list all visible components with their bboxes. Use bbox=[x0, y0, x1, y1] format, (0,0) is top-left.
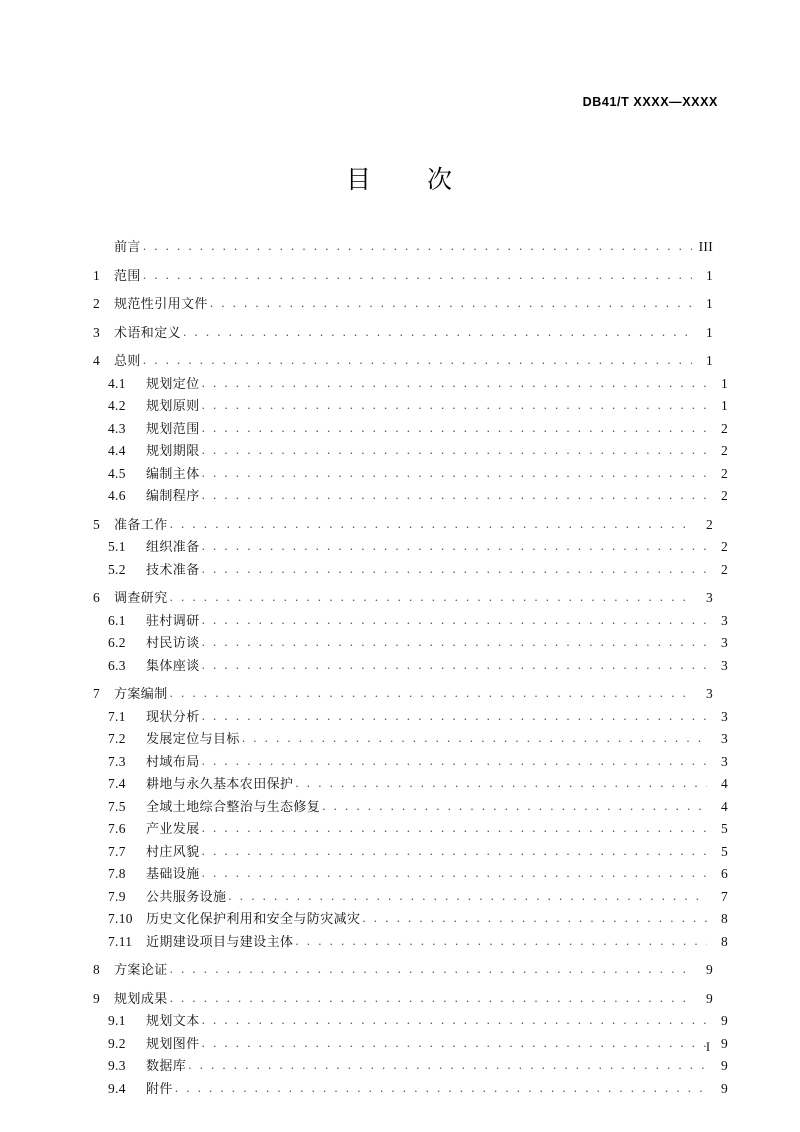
toc-dot-leader bbox=[170, 590, 692, 603]
toc-dot-leader bbox=[183, 325, 692, 338]
toc-entry-page-number: 7 bbox=[720, 888, 728, 904]
toc-dot-leader bbox=[143, 268, 692, 281]
toc-entry-label: 发展定位与目标 bbox=[146, 732, 240, 747]
toc-entry-label: 技术准备 bbox=[146, 562, 200, 578]
toc-entry-label: 总则 bbox=[114, 354, 141, 369]
toc-entry[interactable] bbox=[93, 444, 728, 467]
toc-entry-number: 7.6 bbox=[108, 821, 126, 836]
toc-entry-page-number: 3 bbox=[720, 731, 728, 746]
toc-entry-number: 7.1 bbox=[108, 708, 126, 724]
toc-entry[interactable] bbox=[93, 240, 713, 263]
toc-entry-label: 方案论证 bbox=[114, 963, 168, 978]
toc-entry-label: 村庄风貌 bbox=[146, 844, 200, 860]
toc-entry-page-number: 2 bbox=[720, 443, 728, 458]
toc-entry[interactable] bbox=[93, 326, 713, 349]
toc-entry-number: 6.2 bbox=[108, 635, 126, 650]
toc-entry-number: 9.3 bbox=[108, 1058, 126, 1073]
toc-entry-page-number: 6 bbox=[720, 866, 728, 881]
toc-entry-page-number: 1 bbox=[705, 353, 713, 368]
toc-entry-label: 规划成果 bbox=[114, 991, 168, 1007]
toc-dot-leader bbox=[143, 239, 692, 252]
toc-entry[interactable] bbox=[93, 354, 713, 377]
toc-entry[interactable] bbox=[93, 540, 728, 563]
toc-entry-number: 6 bbox=[93, 590, 101, 605]
toc-entry-label: 驻村调研 bbox=[146, 613, 200, 629]
toc-entry-page-number: 3 bbox=[720, 612, 728, 628]
toc-entry[interactable] bbox=[93, 591, 713, 614]
toc-entry-label: 规划期限 bbox=[146, 444, 200, 459]
toc-entry-number: 4.5 bbox=[108, 465, 126, 481]
toc-dot-leader bbox=[295, 934, 707, 947]
toc-entry-page-number: 1 bbox=[705, 324, 713, 340]
toc-entry-number: 7.2 bbox=[108, 731, 126, 746]
toc-entry-page-number: 4 bbox=[720, 798, 728, 814]
toc-entry-page-number: 8 bbox=[720, 933, 728, 949]
toc-entry[interactable] bbox=[93, 489, 728, 512]
toc-dot-leader bbox=[202, 376, 707, 389]
toc-dot-leader bbox=[202, 635, 707, 648]
page-title: 目 次 bbox=[345, 167, 454, 194]
footer-page-number: I bbox=[705, 1040, 710, 1054]
toc-entry[interactable] bbox=[93, 377, 728, 400]
toc-dot-leader bbox=[170, 686, 692, 699]
toc-entry-number: 4.1 bbox=[108, 375, 126, 391]
toc-entry-label: 基础设施 bbox=[146, 867, 200, 882]
toc-entry[interactable] bbox=[93, 614, 728, 637]
toc-entry-label: 产业发展 bbox=[146, 822, 200, 837]
toc-dot-leader bbox=[202, 421, 707, 434]
toc-dot-leader bbox=[202, 844, 707, 857]
toc-dot-leader bbox=[170, 517, 692, 530]
toc-entry-label: 集体座谈 bbox=[146, 658, 200, 674]
toc-entry[interactable] bbox=[93, 890, 728, 913]
toc-entry-number: 4.6 bbox=[108, 488, 126, 503]
toc-dot-leader bbox=[202, 443, 707, 456]
toc-entry-label: 准备工作 bbox=[114, 517, 168, 533]
toc-dot-leader bbox=[295, 776, 707, 789]
toc-entry[interactable] bbox=[93, 518, 713, 541]
toc-dot-leader bbox=[202, 709, 707, 722]
toc-entry-page-number: 9 bbox=[720, 1035, 728, 1051]
toc-entry-label: 编制主体 bbox=[146, 466, 200, 482]
toc-entry-page-number: 1 bbox=[720, 375, 728, 391]
toc-dot-leader bbox=[143, 353, 692, 366]
toc-entry[interactable] bbox=[93, 777, 728, 800]
toc-entry-number: 7.7 bbox=[108, 843, 126, 859]
toc-entry-label: 术语和定义 bbox=[114, 325, 182, 341]
toc-dot-leader bbox=[170, 962, 692, 975]
toc-entry[interactable] bbox=[93, 963, 713, 986]
toc-entry-number: 5.1 bbox=[108, 539, 126, 554]
toc-entry-label: 前言 bbox=[114, 240, 141, 255]
toc-entry[interactable] bbox=[93, 563, 728, 586]
toc-entry-page-number: 5 bbox=[720, 843, 728, 859]
toc-entry-page-number: 9 bbox=[720, 1058, 728, 1073]
toc-dot-leader bbox=[202, 539, 707, 552]
toc-entry-number: 7.10 bbox=[108, 911, 133, 926]
toc-entry-number: 9.2 bbox=[108, 1035, 126, 1051]
toc-entry-number: 2 bbox=[93, 296, 101, 311]
toc-entry[interactable] bbox=[93, 297, 713, 320]
toc-entry[interactable] bbox=[93, 800, 728, 823]
table-of-contents bbox=[93, 239, 728, 1104]
toc-entry-page-number: 1 bbox=[705, 296, 713, 311]
toc-entry[interactable] bbox=[93, 399, 728, 422]
toc-dot-leader bbox=[175, 1081, 707, 1094]
toc-entry[interactable] bbox=[93, 935, 728, 958]
toc-entry-number: 5 bbox=[93, 516, 101, 532]
toc-entry[interactable] bbox=[93, 912, 728, 935]
toc-dot-leader bbox=[242, 731, 707, 744]
toc-entry[interactable] bbox=[93, 1082, 728, 1105]
toc-entry-number: 4.3 bbox=[108, 420, 126, 436]
toc-entry[interactable] bbox=[93, 636, 728, 659]
toc-entry-number: 5.2 bbox=[108, 561, 126, 577]
toc-entry-number: 7.8 bbox=[108, 866, 126, 881]
toc-entry-page-number: 2 bbox=[720, 488, 728, 503]
toc-entry-label: 数据库 bbox=[146, 1059, 187, 1074]
toc-entry-number: 7.3 bbox=[108, 753, 126, 769]
toc-entry-page-number: 1 bbox=[720, 398, 728, 413]
toc-entry-label: 规划图件 bbox=[146, 1036, 200, 1052]
toc-entry-label: 编制程序 bbox=[146, 489, 200, 504]
toc-entry-label: 规范性引用文件 bbox=[114, 297, 208, 312]
toc-entry-label: 全域土地综合整治与生态修复 bbox=[146, 799, 321, 815]
toc-entry-page-number: 3 bbox=[705, 590, 713, 605]
toc-dot-leader bbox=[202, 1013, 707, 1026]
toc-entry-number: 9 bbox=[93, 990, 101, 1006]
toc-entry-number: 4 bbox=[93, 353, 101, 368]
toc-entry-number: 6.1 bbox=[108, 612, 126, 628]
toc-entry-page-number: 2 bbox=[720, 561, 728, 577]
toc-entry[interactable] bbox=[93, 710, 728, 733]
toc-dot-leader bbox=[228, 889, 707, 902]
toc-entry-label: 规划文本 bbox=[146, 1014, 200, 1029]
toc-entry-label: 规划范围 bbox=[146, 421, 200, 437]
toc-entry-label: 公共服务设施 bbox=[146, 889, 227, 905]
toc-entry[interactable] bbox=[93, 732, 728, 755]
toc-entry-number: 9.4 bbox=[108, 1080, 126, 1096]
toc-entry-number: 3 bbox=[93, 324, 101, 340]
toc-entry-label: 调查研究 bbox=[114, 591, 168, 606]
toc-entry-label: 村域布局 bbox=[146, 754, 200, 770]
toc-entry-page-number: 4 bbox=[720, 776, 728, 791]
toc-entry-page-number: 3 bbox=[720, 753, 728, 769]
toc-entry-number: 4.2 bbox=[108, 398, 126, 413]
toc-dot-leader bbox=[170, 991, 692, 1004]
toc-entry-number: 9.1 bbox=[108, 1013, 126, 1028]
toc-entry-page-number: 2 bbox=[720, 420, 728, 436]
toc-entry-page-number: 3 bbox=[720, 657, 728, 673]
toc-entry-label: 历史文化保护利用和安全与防灾减灾 bbox=[146, 912, 361, 927]
toc-dot-leader bbox=[202, 821, 707, 834]
toc-entry-page-number: 9 bbox=[720, 1080, 728, 1096]
toc-entry[interactable] bbox=[93, 992, 713, 1015]
toc-dot-leader bbox=[362, 911, 707, 924]
toc-entry-number: 7.5 bbox=[108, 798, 126, 814]
toc-entry-page-number: 9 bbox=[705, 962, 713, 977]
toc-entry-label: 耕地与永久基本农田保护 bbox=[146, 777, 294, 792]
toc-entry[interactable] bbox=[93, 422, 728, 445]
toc-entry-label: 现状分析 bbox=[146, 709, 200, 725]
toc-entry[interactable] bbox=[93, 755, 728, 778]
toc-dot-leader bbox=[202, 466, 707, 479]
toc-entry-label: 附件 bbox=[146, 1081, 173, 1097]
toc-dot-leader bbox=[202, 488, 707, 501]
toc-entry-page-number: 5 bbox=[720, 821, 728, 836]
toc-entry-label: 组织准备 bbox=[146, 540, 200, 555]
toc-dot-leader bbox=[322, 799, 707, 812]
toc-entry-page-number: III bbox=[698, 239, 713, 254]
toc-dot-leader bbox=[210, 296, 692, 309]
toc-entry-page-number: 3 bbox=[705, 686, 713, 701]
toc-entry[interactable] bbox=[93, 1059, 728, 1082]
toc-entry-label: 规划原则 bbox=[146, 399, 200, 414]
toc-entry-label: 范围 bbox=[114, 268, 141, 284]
toc-entry-page-number: 3 bbox=[720, 708, 728, 724]
toc-entry-number: 7.11 bbox=[108, 933, 133, 949]
toc-entry-page-number: 3 bbox=[720, 635, 728, 650]
toc-entry-label: 近期建设项目与建设主体 bbox=[146, 934, 294, 950]
toc-dot-leader bbox=[202, 754, 707, 767]
toc-dot-leader bbox=[202, 658, 707, 671]
toc-entry[interactable] bbox=[93, 467, 728, 490]
toc-entry-number: 7 bbox=[93, 686, 101, 701]
toc-dot-leader bbox=[202, 866, 707, 879]
toc-dot-leader bbox=[202, 398, 707, 411]
standard-code-header: DB41/T XXXX—XXXX bbox=[582, 95, 718, 109]
toc-entry[interactable] bbox=[93, 1014, 728, 1037]
toc-entry[interactable] bbox=[93, 822, 728, 845]
toc-entry[interactable] bbox=[93, 867, 728, 890]
toc-entry-page-number: 2 bbox=[705, 516, 713, 532]
toc-entry-label: 村民访谈 bbox=[146, 636, 200, 651]
toc-entry-number: 7.9 bbox=[108, 888, 126, 904]
toc-entry-number: 8 bbox=[93, 962, 101, 977]
toc-entry-page-number: 2 bbox=[720, 539, 728, 554]
toc-entry[interactable] bbox=[93, 269, 713, 292]
toc-dot-leader bbox=[202, 562, 707, 575]
toc-entry-page-number: 2 bbox=[720, 465, 728, 481]
toc-entry-label: 方案编制 bbox=[114, 687, 168, 702]
toc-entry-number: 7.4 bbox=[108, 776, 126, 791]
toc-entry[interactable] bbox=[93, 659, 728, 682]
toc-entry-number: 6.3 bbox=[108, 657, 126, 673]
toc-entry-page-number: 8 bbox=[720, 911, 728, 926]
toc-entry-number: 4.4 bbox=[108, 443, 126, 458]
toc-entry-page-number: 9 bbox=[720, 1013, 728, 1028]
toc-entry-number: 1 bbox=[93, 267, 101, 283]
toc-dot-leader bbox=[202, 613, 707, 626]
toc-entry[interactable] bbox=[93, 687, 713, 710]
toc-dot-leader bbox=[188, 1058, 707, 1071]
toc-entry[interactable] bbox=[93, 845, 728, 868]
toc-entry-page-number: 1 bbox=[705, 267, 713, 283]
toc-entry-label: 规划定位 bbox=[146, 376, 200, 392]
toc-entry-page-number: 9 bbox=[705, 990, 713, 1006]
